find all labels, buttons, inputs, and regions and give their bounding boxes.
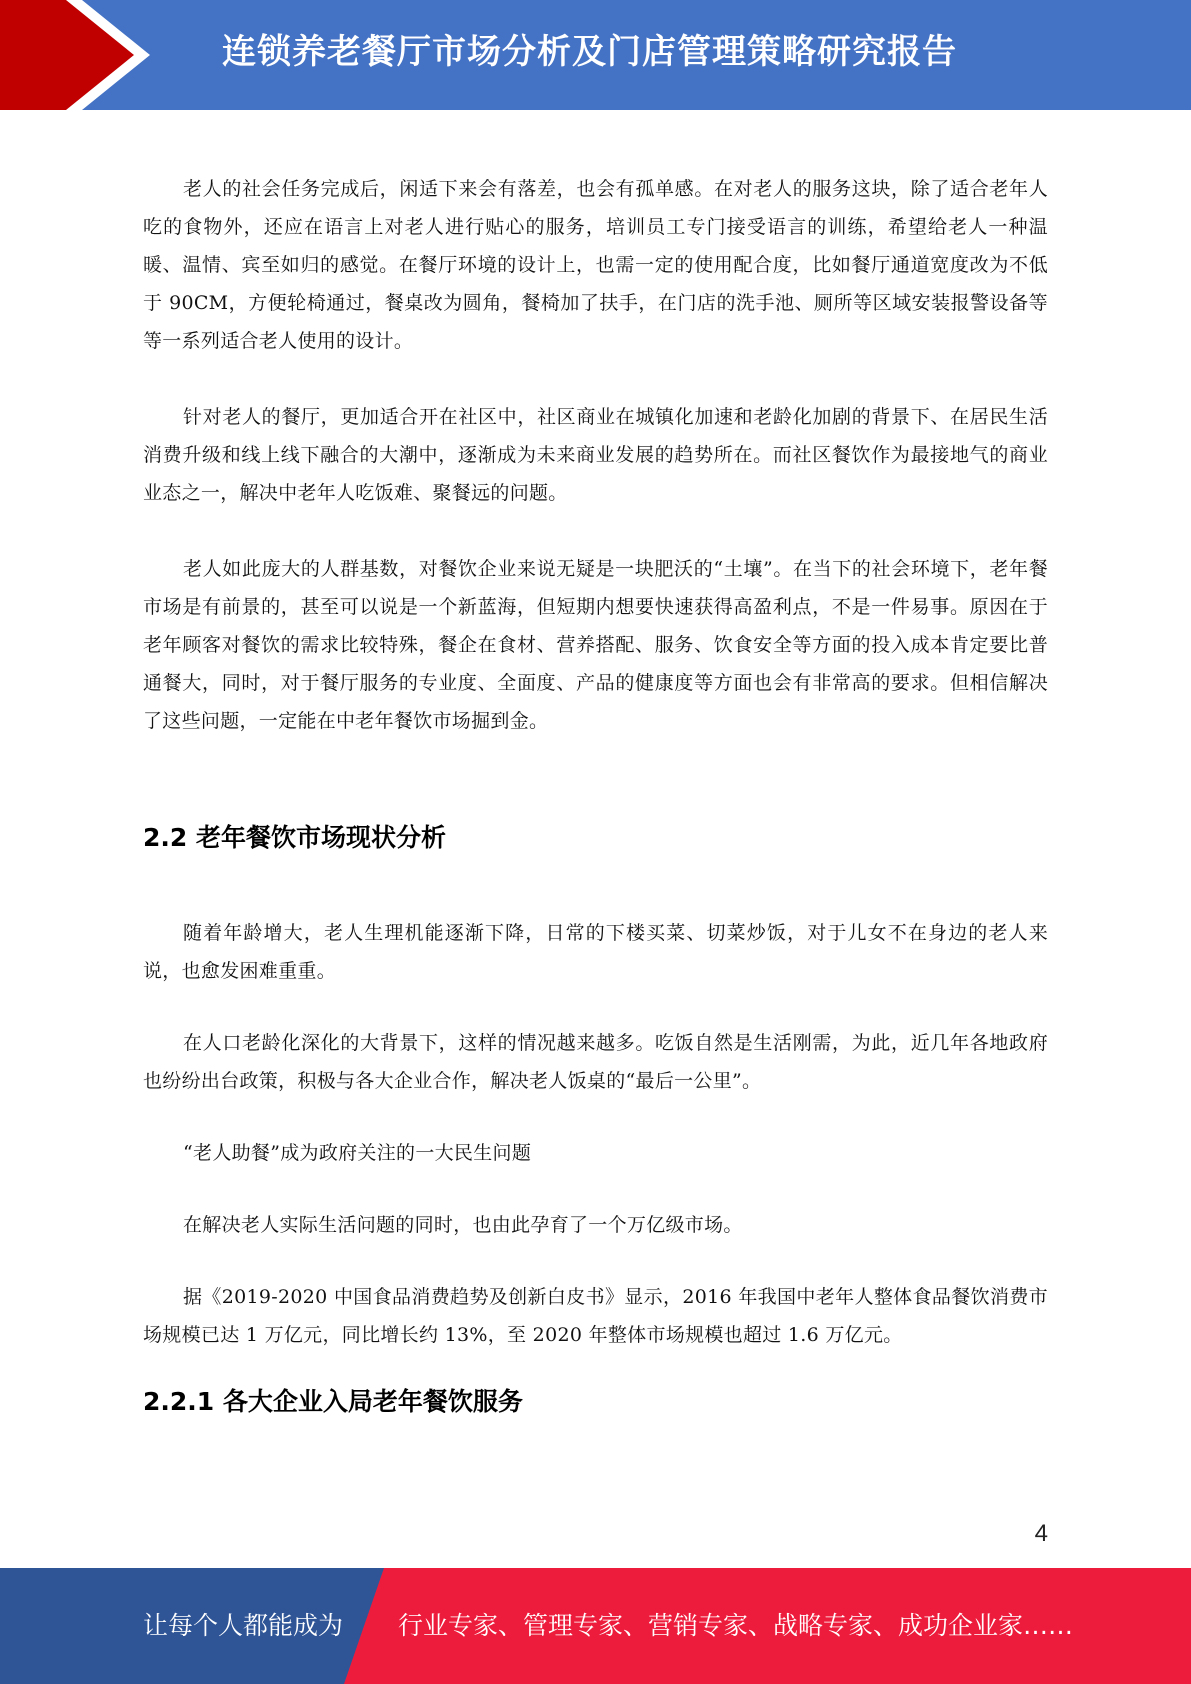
page-footer	[0, 1568, 1191, 1684]
footer-slogan-right: 行业专家、管理专家、营销专家、战略专家、成功企业家……	[398, 1611, 1074, 1640]
paragraph-market-prospect: 老人如此庞大的人群基数，对餐饮企业来说无疑是一块肥沃的“土壤”。在当下的社会环境下，老年餐市场是有前景的，甚至可以说是一个新蓝海，但短期内想要快速获得高盈利点，不是一件易事。原因在于老年顾客对餐饮的需求比较特殊，餐企在食材、营养搭配、服务、饮食安全等方面的投入成本肯定要比普通餐大，同时，对于餐厅服务的专业度、全面度、产品的健康度等方面也会有非常高的要求。但相信解决了这些问题，一定能在中老年餐饮市场掘到金。	[143, 558, 1048, 732]
page-number: 4	[1034, 1520, 1048, 1547]
page-header	[0, 0, 1191, 110]
paragraph-elderly-service: 老人的社会任务完成后，闲适下来会有落差，也会有孤单感。在对老人的服务这块，除了适合老年人吃的食物外，还应在语言上对老人进行贴心的服务，培训员工专门接受语言的训练，希望给老人一种温暖、温情、宾至如归的感觉。在餐厅环境的设计上，也需一定的使用配合度，比如餐厅通道宽度改为不低于 90CM，方便轮椅通过，餐桌改为圆角，餐椅加了扶手，在门店的洗手池、厕所等区域安装报警设备等等一系列适合老人使用的设计。	[143, 178, 1048, 352]
paragraph-market-size: 据《2019-2020 中国食品消费趋势及创新白皮书》显示，2016 年我国中老年人整体食品餐饮消费市场规模已达 1 万亿元，同比增长约 13%，至 2020 年整体市场规模也超过 1.6 万亿元。	[143, 1286, 1048, 1346]
paragraph-meal-assistance: “老人助餐”成为政府关注的一大民生问题	[183, 1142, 532, 1164]
paragraph-trillion-market: 在解决老人实际生活问题的同时，也由此孕育了一个万亿级市场。	[183, 1214, 743, 1236]
footer-slogan-left: 让每个人都能成为	[143, 1611, 344, 1640]
section-heading-2-2: 2.2 老年餐饮市场现状分析	[143, 823, 446, 852]
page-body	[143, 170, 1048, 1422]
paragraph-community-restaurant: 针对老人的餐厅，更加适合开在社区中，社区商业在城镇化加速和老龄化加剧的背景下、在居民生活消费升级和线上线下融合的大潮中，逐渐成为未来商业发展的趋势所在。而社区餐饮作为最接地气的商业业态之一，解决中老年人吃饭难、聚餐远的问题。	[143, 406, 1048, 504]
paragraph-aging-difficulty: 随着年龄增大，老人生理机能逐渐下降，日常的下楼买菜、切菜炒饭，对于儿女不在身边的老人来说，也愈发困难重重。	[143, 922, 1048, 982]
report-title: 连锁养老餐厅市场分析及门店管理策略研究报告	[222, 32, 957, 72]
paragraph-government-policy: 在人口老龄化深化的大背景下，这样的情况越来越多。吃饭自然是生活刚需，为此，近几年各地政府也纷纷出台政策，积极与各大企业合作，解决老人饭桌的“最后一公里”。	[143, 1032, 1048, 1092]
section-heading-2-2-1: 2.2.1 各大企业入局老年餐饮服务	[143, 1387, 523, 1416]
